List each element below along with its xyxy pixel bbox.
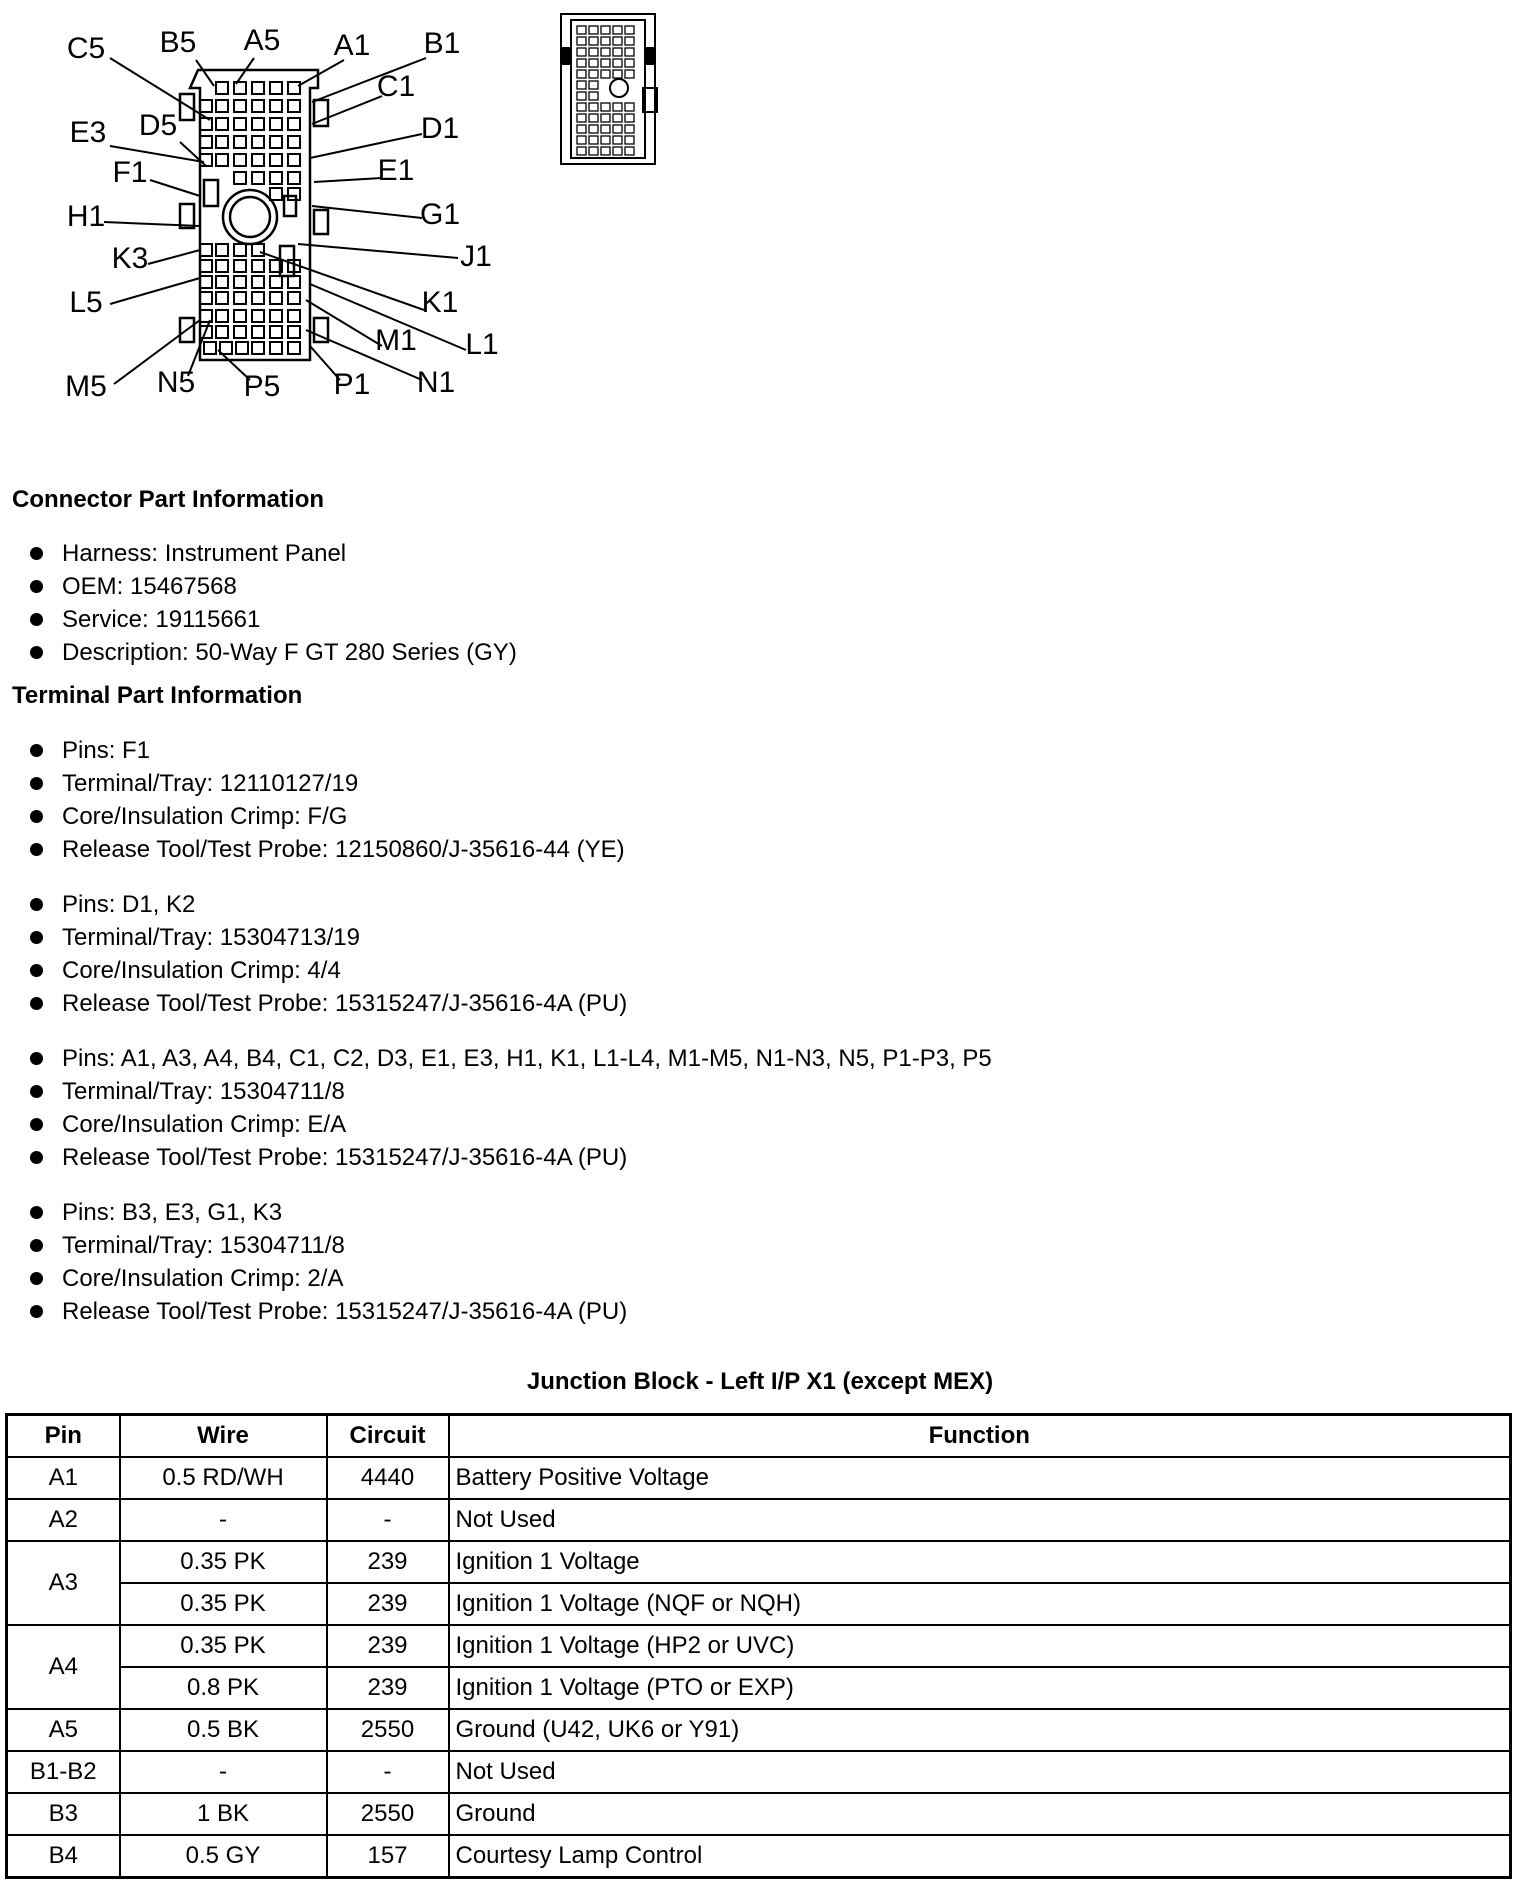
thumb-cavity [601, 114, 610, 122]
thumb-cavity [589, 92, 598, 100]
wire-cell: - [120, 1499, 327, 1541]
cavity [270, 154, 282, 166]
cavity [252, 276, 264, 288]
thumb-cavity [577, 136, 586, 144]
cavity [252, 260, 264, 272]
list-item: Terminal/Tray: 15304711/8 [30, 1075, 992, 1108]
table-row [7, 1541, 1511, 1583]
cavity [216, 260, 228, 272]
cavity [234, 154, 246, 166]
pin-label: D1 [420, 112, 460, 145]
terminal-group-3 [30, 1042, 992, 1174]
cavity [252, 310, 264, 322]
cavity [234, 172, 246, 184]
cavity [288, 172, 300, 184]
list-item: Release Tool/Test Probe: 12150860/J-35616-44 (YE) [30, 833, 625, 866]
thumb-cavity [625, 136, 634, 144]
leader-line [148, 250, 200, 264]
cavity [216, 118, 228, 130]
leader-line [306, 300, 382, 346]
cavity [236, 342, 248, 354]
list-item: Core/Insulation Crimp: 4/4 [30, 954, 627, 987]
circuit-cell: 239 [327, 1583, 449, 1625]
cavity [252, 136, 264, 148]
connector-info-list [30, 537, 517, 669]
thumb-cavity [613, 136, 622, 144]
function-cell: Not Used [449, 1751, 1511, 1793]
cavity [200, 276, 212, 288]
list-item: Pins: B3, E3, G1, K3 [30, 1196, 627, 1229]
pin-label: D5 [138, 109, 178, 142]
list-item: Core/Insulation Crimp: 2/A [30, 1262, 627, 1295]
list-item: Harness: Instrument Panel [30, 537, 517, 570]
list-item: Terminal/Tray: 15304711/8 [30, 1229, 627, 1262]
circuit-cell: 157 [327, 1835, 449, 1878]
cavity [270, 310, 282, 322]
thumb-cavity [625, 48, 634, 56]
thumb-cavity [613, 48, 622, 56]
cavity [200, 260, 212, 272]
table-row [7, 1583, 1511, 1625]
thumb-cavity [577, 70, 586, 78]
function-cell: Battery Positive Voltage [449, 1457, 1511, 1499]
thumb-cavity [577, 125, 586, 133]
cavity [270, 342, 282, 354]
thumb-cavity [589, 147, 598, 155]
thumb-cavity [601, 103, 610, 111]
list-item: Core/Insulation Crimp: E/A [30, 1108, 992, 1141]
thumb-cavity [613, 114, 622, 122]
table-header-row [7, 1415, 1511, 1458]
thumb-cavity [625, 125, 634, 133]
thumb-cavity [589, 70, 598, 78]
leader-line [314, 178, 382, 182]
list-item: Terminal/Tray: 15304713/19 [30, 921, 627, 954]
terminal-group-2 [30, 888, 627, 1020]
thumb-cavity [589, 59, 598, 67]
table-row [7, 1709, 1511, 1751]
cavity [234, 244, 246, 256]
thumb-cavity [601, 59, 610, 67]
cavity [288, 154, 300, 166]
thumb-cavity [589, 26, 598, 34]
function-cell: Ground (U42, UK6 or Y91) [449, 1709, 1511, 1751]
pin-cell: A5 [7, 1709, 120, 1751]
cavity [270, 100, 282, 112]
thumb-cavity [577, 103, 586, 111]
list-item: OEM: 15467568 [30, 570, 517, 603]
pin-label: E3 [69, 116, 107, 149]
cavity [234, 310, 246, 322]
cavity [252, 154, 264, 166]
wire-cell: 0.5 BK [120, 1709, 327, 1751]
cavity [216, 310, 228, 322]
pin-cell: B3 [7, 1793, 120, 1835]
thumb-cavity [613, 37, 622, 45]
cavity [252, 118, 264, 130]
table-row [7, 1751, 1511, 1793]
wire-cell: 0.5 GY [120, 1835, 327, 1878]
list-item: Pins: A1, A3, A4, B4, C1, C2, D3, E1, E3, H1, K1, L1-L4, M1-M5, N1-N3, N5, P1-P3, P5 [30, 1042, 992, 1075]
cavity [200, 154, 212, 166]
pin-label: N1 [416, 366, 456, 399]
list-item: Release Tool/Test Probe: 15315247/J-35616-4A (PU) [30, 1141, 992, 1174]
pin-label: G1 [419, 198, 461, 231]
terminal-group-4 [30, 1196, 627, 1328]
function-cell: Ignition 1 Voltage (NQF or NQH) [449, 1583, 1511, 1625]
pin-label: B5 [159, 26, 197, 59]
function-cell: Not Used [449, 1499, 1511, 1541]
table-row [7, 1667, 1511, 1709]
cavity [288, 342, 300, 354]
circuit-cell: 2550 [327, 1709, 449, 1751]
cavity [204, 342, 216, 354]
cavity [270, 276, 282, 288]
cavity [216, 136, 228, 148]
pin-label: P1 [333, 368, 371, 401]
leader-line [260, 252, 424, 310]
cavity [234, 100, 246, 112]
pin-cell: A3 [7, 1541, 120, 1625]
table-row [7, 1499, 1511, 1541]
connector-face-diagram [0, 0, 560, 440]
cavity [288, 326, 300, 338]
pin-cell: B1-B2 [7, 1751, 120, 1793]
thumb-cavity [589, 125, 598, 133]
cavity [252, 100, 264, 112]
thumb-cavity [589, 81, 598, 89]
pin-cell: A4 [7, 1625, 120, 1709]
connector-body [180, 70, 328, 360]
wire-cell: 0.35 PK [120, 1625, 327, 1667]
cavity [252, 244, 264, 256]
cavity [270, 188, 282, 200]
leader-line [298, 244, 458, 258]
leader-line [298, 60, 344, 86]
thumb-cavity [589, 114, 598, 122]
thumb-cavity [577, 147, 586, 155]
thumb-cavity [589, 103, 598, 111]
thumb-cavity [625, 59, 634, 67]
pin-label: M5 [65, 370, 107, 403]
table-row [7, 1793, 1511, 1835]
table-title: Junction Block - Left I/P X1 (except MEX) [526, 1368, 994, 1395]
thumb-cavity [613, 103, 622, 111]
pin-label: H1 [66, 200, 106, 233]
pin-cell: A2 [7, 1499, 120, 1541]
pin-label: L5 [69, 286, 103, 319]
thumb-cavity [625, 37, 634, 45]
thumb-cavity [601, 26, 610, 34]
pin-label: M1 [375, 324, 417, 357]
header-circuit: Circuit [327, 1415, 449, 1458]
cavity [252, 342, 264, 354]
thumb-cavity [613, 125, 622, 133]
function-cell: Ground [449, 1793, 1511, 1835]
terminal-group-1 [30, 734, 625, 866]
circuit-cell: 239 [327, 1625, 449, 1667]
cavity [270, 136, 282, 148]
pin-label: J1 [460, 240, 492, 273]
cavity [234, 292, 246, 304]
pin-cell: A1 [7, 1457, 120, 1499]
cavity [200, 136, 212, 148]
thumb-cavity [577, 114, 586, 122]
thumb-cavity [589, 136, 598, 144]
list-item: Description: 50-Way F GT 280 Series (GY) [30, 636, 517, 669]
cavity [288, 310, 300, 322]
cavity [200, 118, 212, 130]
thumb-cavity [625, 103, 634, 111]
pin-label: C1 [376, 70, 416, 103]
cavity [200, 244, 212, 256]
circuit-cell: - [327, 1499, 449, 1541]
pin-label: A5 [243, 24, 281, 57]
table-row [7, 1625, 1511, 1667]
pin-cell: B4 [7, 1835, 120, 1878]
thumb-cavity [625, 147, 634, 155]
cavity [234, 136, 246, 148]
cavity [288, 276, 300, 288]
pin-label: K1 [421, 286, 459, 319]
cavity [200, 100, 212, 112]
thumb-cavity [625, 70, 634, 78]
wire-cell: 0.35 PK [120, 1583, 327, 1625]
thumb-cavity [589, 48, 598, 56]
thumb-cavity [577, 81, 586, 89]
wire-cell: 0.8 PK [120, 1667, 327, 1709]
leader-line [110, 278, 200, 304]
cavity [234, 118, 246, 130]
list-item: Release Tool/Test Probe: 15315247/J-35616-4A (PU) [30, 987, 627, 1020]
thumb-cavity [577, 48, 586, 56]
thumb-cavity [601, 136, 610, 144]
cavity [216, 292, 228, 304]
function-cell: Ignition 1 Voltage (HP2 or UVC) [449, 1625, 1511, 1667]
cavity [270, 326, 282, 338]
cavity [270, 118, 282, 130]
cavity [234, 326, 246, 338]
list-item: Pins: F1 [30, 734, 625, 767]
cavity [288, 100, 300, 112]
pin-label: E1 [377, 154, 415, 187]
thumb-cavity [577, 26, 586, 34]
function-cell: Ignition 1 Voltage [449, 1541, 1511, 1583]
cavity [216, 326, 228, 338]
function-cell: Ignition 1 Voltage (PTO or EXP) [449, 1667, 1511, 1709]
cavity [216, 244, 228, 256]
pin-label: B1 [423, 27, 461, 60]
leader-line [104, 222, 200, 226]
thumb-cavity [625, 114, 634, 122]
thumb-cavity [601, 48, 610, 56]
circuit-cell: 2550 [327, 1793, 449, 1835]
thumb-cavity [625, 26, 634, 34]
cavity [270, 292, 282, 304]
wire-cell: 1 BK [120, 1793, 327, 1835]
cavity [252, 292, 264, 304]
pin-label: N5 [156, 366, 196, 399]
thumb-cavity [577, 92, 586, 100]
cavity [288, 82, 300, 94]
pin-label: L1 [465, 328, 499, 361]
table-row [7, 1835, 1511, 1878]
thumb-cavity [589, 37, 598, 45]
leader-line [150, 180, 200, 196]
thumb-cavity [601, 125, 610, 133]
wire-cell: - [120, 1751, 327, 1793]
thumb-cavity [613, 147, 622, 155]
cavity [252, 326, 264, 338]
cavity [288, 292, 300, 304]
circuit-cell: 239 [327, 1667, 449, 1709]
pin-label: C5 [66, 32, 106, 65]
cavity [216, 100, 228, 112]
cavity [270, 82, 282, 94]
header-wire: Wire [120, 1415, 327, 1458]
connector-info-title: Connector Part Information [12, 486, 325, 513]
cavity [216, 82, 228, 94]
wire-cell: 0.5 RD/WH [120, 1457, 327, 1499]
list-item: Release Tool/Test Probe: 15315247/J-35616-4A (PU) [30, 1295, 627, 1328]
wire-cell: 0.35 PK [120, 1541, 327, 1583]
circuit-cell: - [327, 1751, 449, 1793]
thumb-cavity [613, 59, 622, 67]
list-item: Terminal/Tray: 12110127/19 [30, 767, 625, 800]
cavity [234, 260, 246, 272]
cavity [288, 188, 300, 200]
pinout-table [5, 1413, 1512, 1879]
table-row [7, 1457, 1511, 1499]
cavity [216, 276, 228, 288]
cavity [288, 136, 300, 148]
circuit-cell: 239 [327, 1541, 449, 1583]
thumb-cavity [577, 59, 586, 67]
cavity [234, 276, 246, 288]
pin-label: F1 [112, 156, 148, 189]
header-function: Function [449, 1415, 1511, 1458]
list-item: Core/Insulation Crimp: F/G [30, 800, 625, 833]
pin-label: K3 [111, 242, 149, 275]
cavity [252, 82, 264, 94]
thumb-cavity [613, 70, 622, 78]
cavity [270, 172, 282, 184]
cavity [252, 172, 264, 184]
function-cell: Courtesy Lamp Control [449, 1835, 1511, 1878]
thumb-cavity [601, 147, 610, 155]
header-pin: Pin [7, 1415, 120, 1458]
thumb-cavity [613, 26, 622, 34]
connector-side-thumbnail [555, 8, 665, 170]
thumb-cavity [577, 37, 586, 45]
terminal-info-title: Terminal Part Information [12, 682, 303, 709]
pin-label: P5 [243, 370, 281, 403]
cavity [216, 154, 228, 166]
cavity-grid [200, 82, 300, 354]
thumb-cavity [601, 37, 610, 45]
thumb-cavity [601, 70, 610, 78]
cavity [200, 292, 212, 304]
list-item: Pins: D1, K2 [30, 888, 627, 921]
pin-label: A1 [333, 29, 371, 62]
cavity [288, 118, 300, 130]
list-item: Service: 19115661 [30, 603, 517, 636]
circuit-cell: 4440 [327, 1457, 449, 1499]
leader-line [196, 60, 214, 86]
